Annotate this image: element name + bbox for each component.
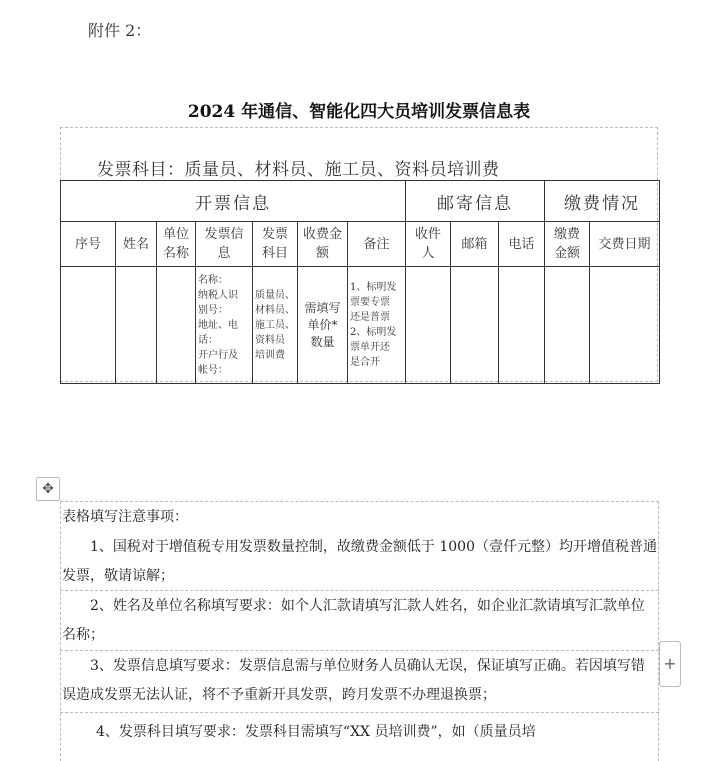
note-item-2 [62, 592, 658, 650]
cell-paid-amount[interactable] [545, 267, 590, 384]
col-header-fee: 收费金 额 [298, 222, 348, 267]
col-header-pay-date: 交费日期 [590, 222, 660, 267]
col-header-company: 单位 名称 [157, 222, 196, 267]
cell-fee-amount[interactable]: 需填写 单价* 数量 [298, 267, 348, 384]
document-title: 2024 年通信、智能化四大员培训发票信息表 [187, 102, 531, 122]
note-divider [60, 650, 659, 651]
cell-invoice-info[interactable]: 名称： 纳税人识 别号： 地址、电 话： 开户行及 帐号： [196, 267, 253, 384]
cell-invoice-subject[interactable]: 质量员、 材料员、 施工员、 资料员 培训费 [253, 267, 298, 384]
col-header-paid-amount: 缴费 金额 [545, 222, 590, 267]
add-row-icon[interactable]: + [659, 641, 681, 687]
cell-email[interactable] [451, 267, 499, 384]
note-item-3-text: 3、发票信息填写要求：发票信息需与单位财务人员确认无误，保证填写正确。若因填写错误造成发票无法认证，将不予重新开具发票，跨月发票不办理退换票； [62, 658, 645, 703]
cell-name[interactable] [116, 267, 157, 384]
note-item-4 [62, 718, 658, 747]
col-header-invoice-info: 发票信 息 [196, 222, 253, 267]
col-header-recipient: 收件 人 [406, 222, 451, 267]
cell-remark[interactable]: 1、标明发 票要专票 还是普票 2、标明发 票单开还 是合开 [348, 267, 406, 384]
group-header-payment: 缴费情况 [545, 181, 660, 222]
move-handle-icon[interactable]: ✥ [36, 477, 60, 501]
note-item-1 [62, 533, 658, 591]
note-item-2-text: 2、姓名及单位名称填写要求：如个人汇款请填写汇款人姓名，如企业汇款请填写汇款单位名称； [62, 598, 645, 643]
invoice-info-table [60, 180, 660, 384]
cell-recipient[interactable] [406, 267, 451, 384]
note-item-3 [62, 652, 658, 710]
note-divider [60, 712, 659, 713]
group-header-invoice: 开票信息 [61, 181, 406, 222]
col-header-seq: 序号 [61, 222, 116, 267]
col-header-name: 姓名 [116, 222, 157, 267]
cell-company[interactable] [157, 267, 196, 384]
invoice-subject-line: 发票科目：质量员、材料员、施工员、资料员培训费 [97, 160, 500, 180]
group-header-mailing: 邮寄信息 [406, 181, 545, 222]
note-item-1-text: 1、国税对于增值税专用发票数量控制，故缴费金额低于 1000（壹仟元整）均开增值税普通发票，敬请谅解； [62, 539, 657, 584]
col-header-phone: 电话 [499, 222, 545, 267]
cell-seq[interactable] [61, 267, 116, 384]
col-header-email: 邮箱 [451, 222, 499, 267]
notes-heading: 表格填写注意事项： [62, 509, 188, 525]
col-header-remark: 备注 [348, 222, 406, 267]
note-item-4-text: 4、发票科目填写要求：发票科目需填写“XX 员培训费”，如（质量员培 [96, 724, 536, 740]
attachment-label: 附件 2： [88, 21, 152, 40]
cell-phone[interactable] [499, 267, 545, 384]
cell-pay-date[interactable] [590, 267, 660, 384]
col-header-invoice-subject: 发票 科目 [253, 222, 298, 267]
